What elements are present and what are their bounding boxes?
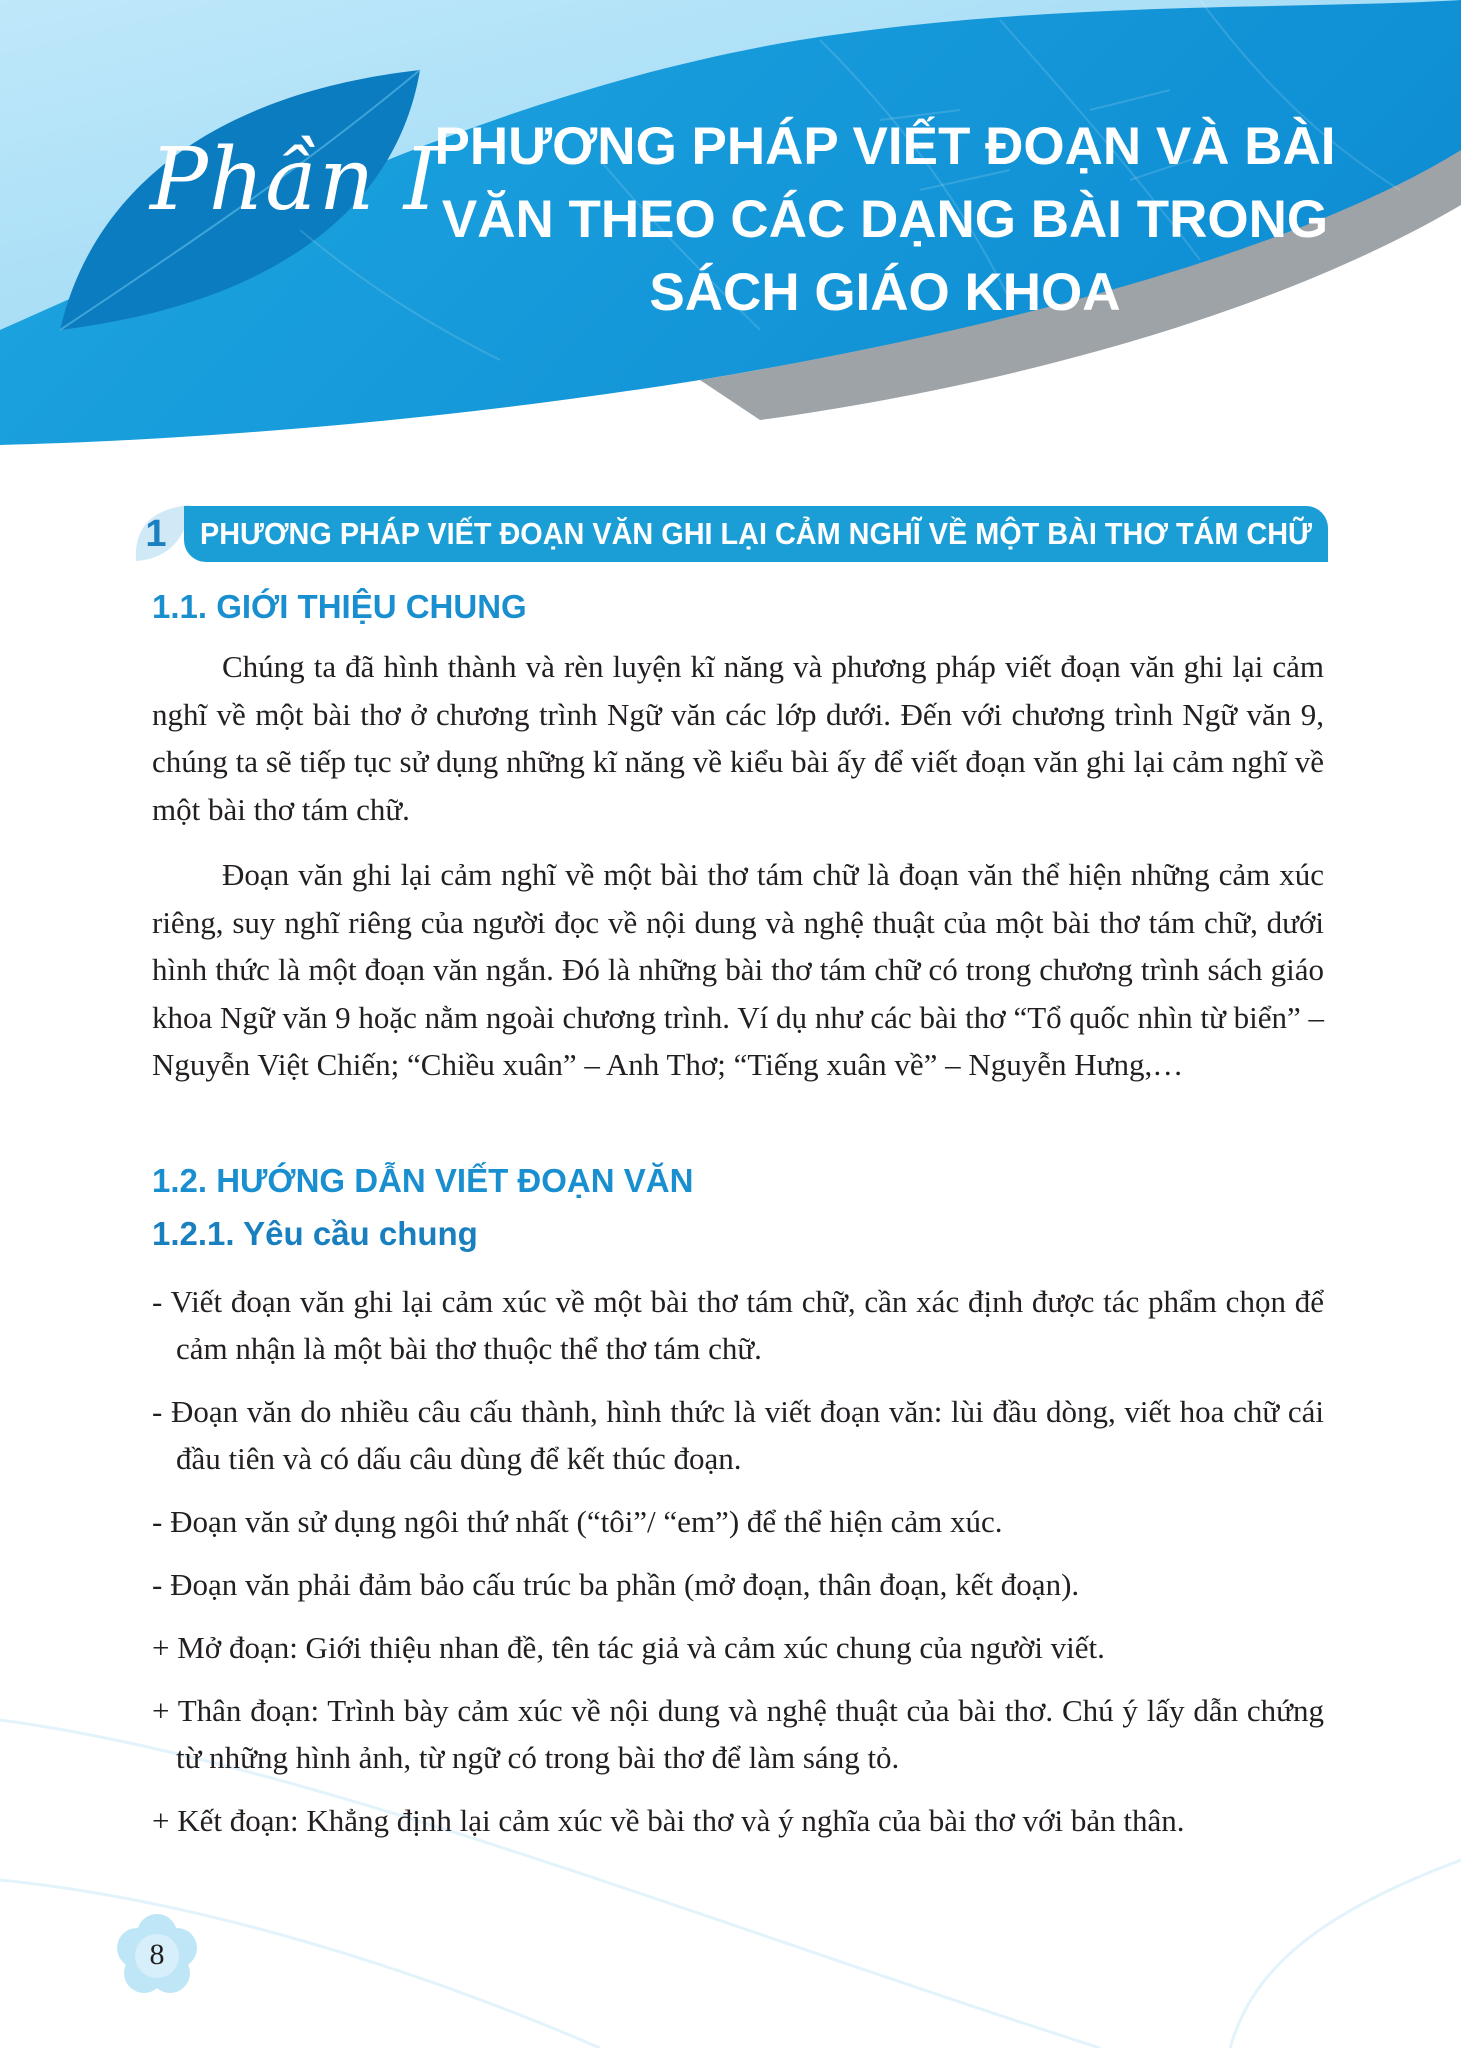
part-title-line: VĂN THEO CÁC DẠNG BÀI TRONG bbox=[441, 190, 1329, 249]
subheading-1-2-1: 1.2.1. Yêu cầu chung bbox=[152, 1215, 478, 1252]
requirements-list bbox=[152, 1278, 1324, 1860]
list-item: + Mở đoạn: Giới thiệu nhan đề, tên tác giả và cảm xúc chung của người viết. bbox=[152, 1630, 1105, 1665]
list-item: - Viết đoạn văn ghi lại cảm xúc về một bài thơ tám chữ, cần xác định được tác phẩm chọn để cảm nhận là một bài thơ thuộc thể thơ tám chữ. bbox=[152, 1284, 1324, 1366]
list-item: - Đoạn văn sử dụng ngôi thứ nhất (“tôi”/ “em”) để thể hiện cảm xúc. bbox=[152, 1504, 1003, 1539]
page-number: 8 bbox=[149, 1938, 165, 1971]
part-title bbox=[405, 110, 1365, 329]
list-item: + Thân đoạn: Trình bày cảm xúc về nội dung và nghệ thuật của bài thơ. Chú ý lấy dẫn chứng từ những hình ảnh, từ ngữ có trong bài thơ để làm sáng tỏ. bbox=[152, 1693, 1324, 1775]
part-title-line: PHƯƠNG PHÁP VIẾT ĐOẠN VÀ BÀI bbox=[434, 117, 1336, 176]
heading-1-1: 1.1. GIỚI THIỆU CHUNG bbox=[152, 588, 527, 625]
paragraph-intro-2: Đoạn văn ghi lại cảm nghĩ về một bài thơ tám chữ là đoạn văn thể hiện những cảm xúc riêng, suy nghĩ riêng của người đọc về nội dung và nghệ thuật của một bài thơ tám chữ, dưới hình thức là một đoạn văn ngắn. Đó là những bài thơ tám chữ có trong chương trình sách giáo khoa Ngữ văn 9 hoặc nằm ngoài chương trình. Ví dụ như các bài thơ “Tổ quốc nhìn từ biển” – Nguyễn Việt Chiến; “Chiều xuân” – Anh Thơ; “Tiếng xuân về” – Nguyễn Hưng,… bbox=[152, 857, 1324, 1082]
section-title: PHƯƠNG PHÁP VIẾT ĐOẠN VĂN GHI LẠI CẢM NGHĨ VỀ MỘT BÀI THƠ TÁM CHỮ bbox=[200, 516, 1312, 551]
list-item: - Đoạn văn phải đảm bảo cấu trúc ba phần (mở đoạn, thân đoạn, kết đoạn). bbox=[152, 1567, 1080, 1602]
part-label: Phần I bbox=[150, 130, 439, 230]
list-item: + Kết đoạn: Khẳng định lại cảm xúc về bài thơ và ý nghĩa của bài thơ với bản thân. bbox=[152, 1803, 1185, 1838]
page-number-badge bbox=[108, 1906, 206, 2004]
section-banner bbox=[128, 501, 1328, 567]
section-number: 1 bbox=[145, 513, 167, 555]
heading-1-2: 1.2. HƯỚNG DẪN VIẾT ĐOẠN VĂN bbox=[152, 1162, 694, 1199]
part-title-line: SÁCH GIÁO KHOA bbox=[649, 263, 1121, 322]
list-item: - Đoạn văn do nhiều câu cấu thành, hình thức là viết đoạn văn: lùi đầu dòng, viết hoa chữ cái đầu tiên và có dấu câu dùng để kết thúc đoạn. bbox=[152, 1394, 1324, 1476]
paragraph-intro-1: Chúng ta đã hình thành và rèn luyện kĩ năng và phương pháp viết đoạn văn ghi lại cảm nghĩ về một bài thơ ở chương trình Ngữ văn các lớp dưới. Đến với chương trình Ngữ văn 9, chúng ta sẽ tiếp tục sử dụng những kĩ năng về kiểu bài ấy để viết đoạn văn ghi lại cảm nghĩ về một bài thơ tám chữ. bbox=[152, 649, 1324, 827]
